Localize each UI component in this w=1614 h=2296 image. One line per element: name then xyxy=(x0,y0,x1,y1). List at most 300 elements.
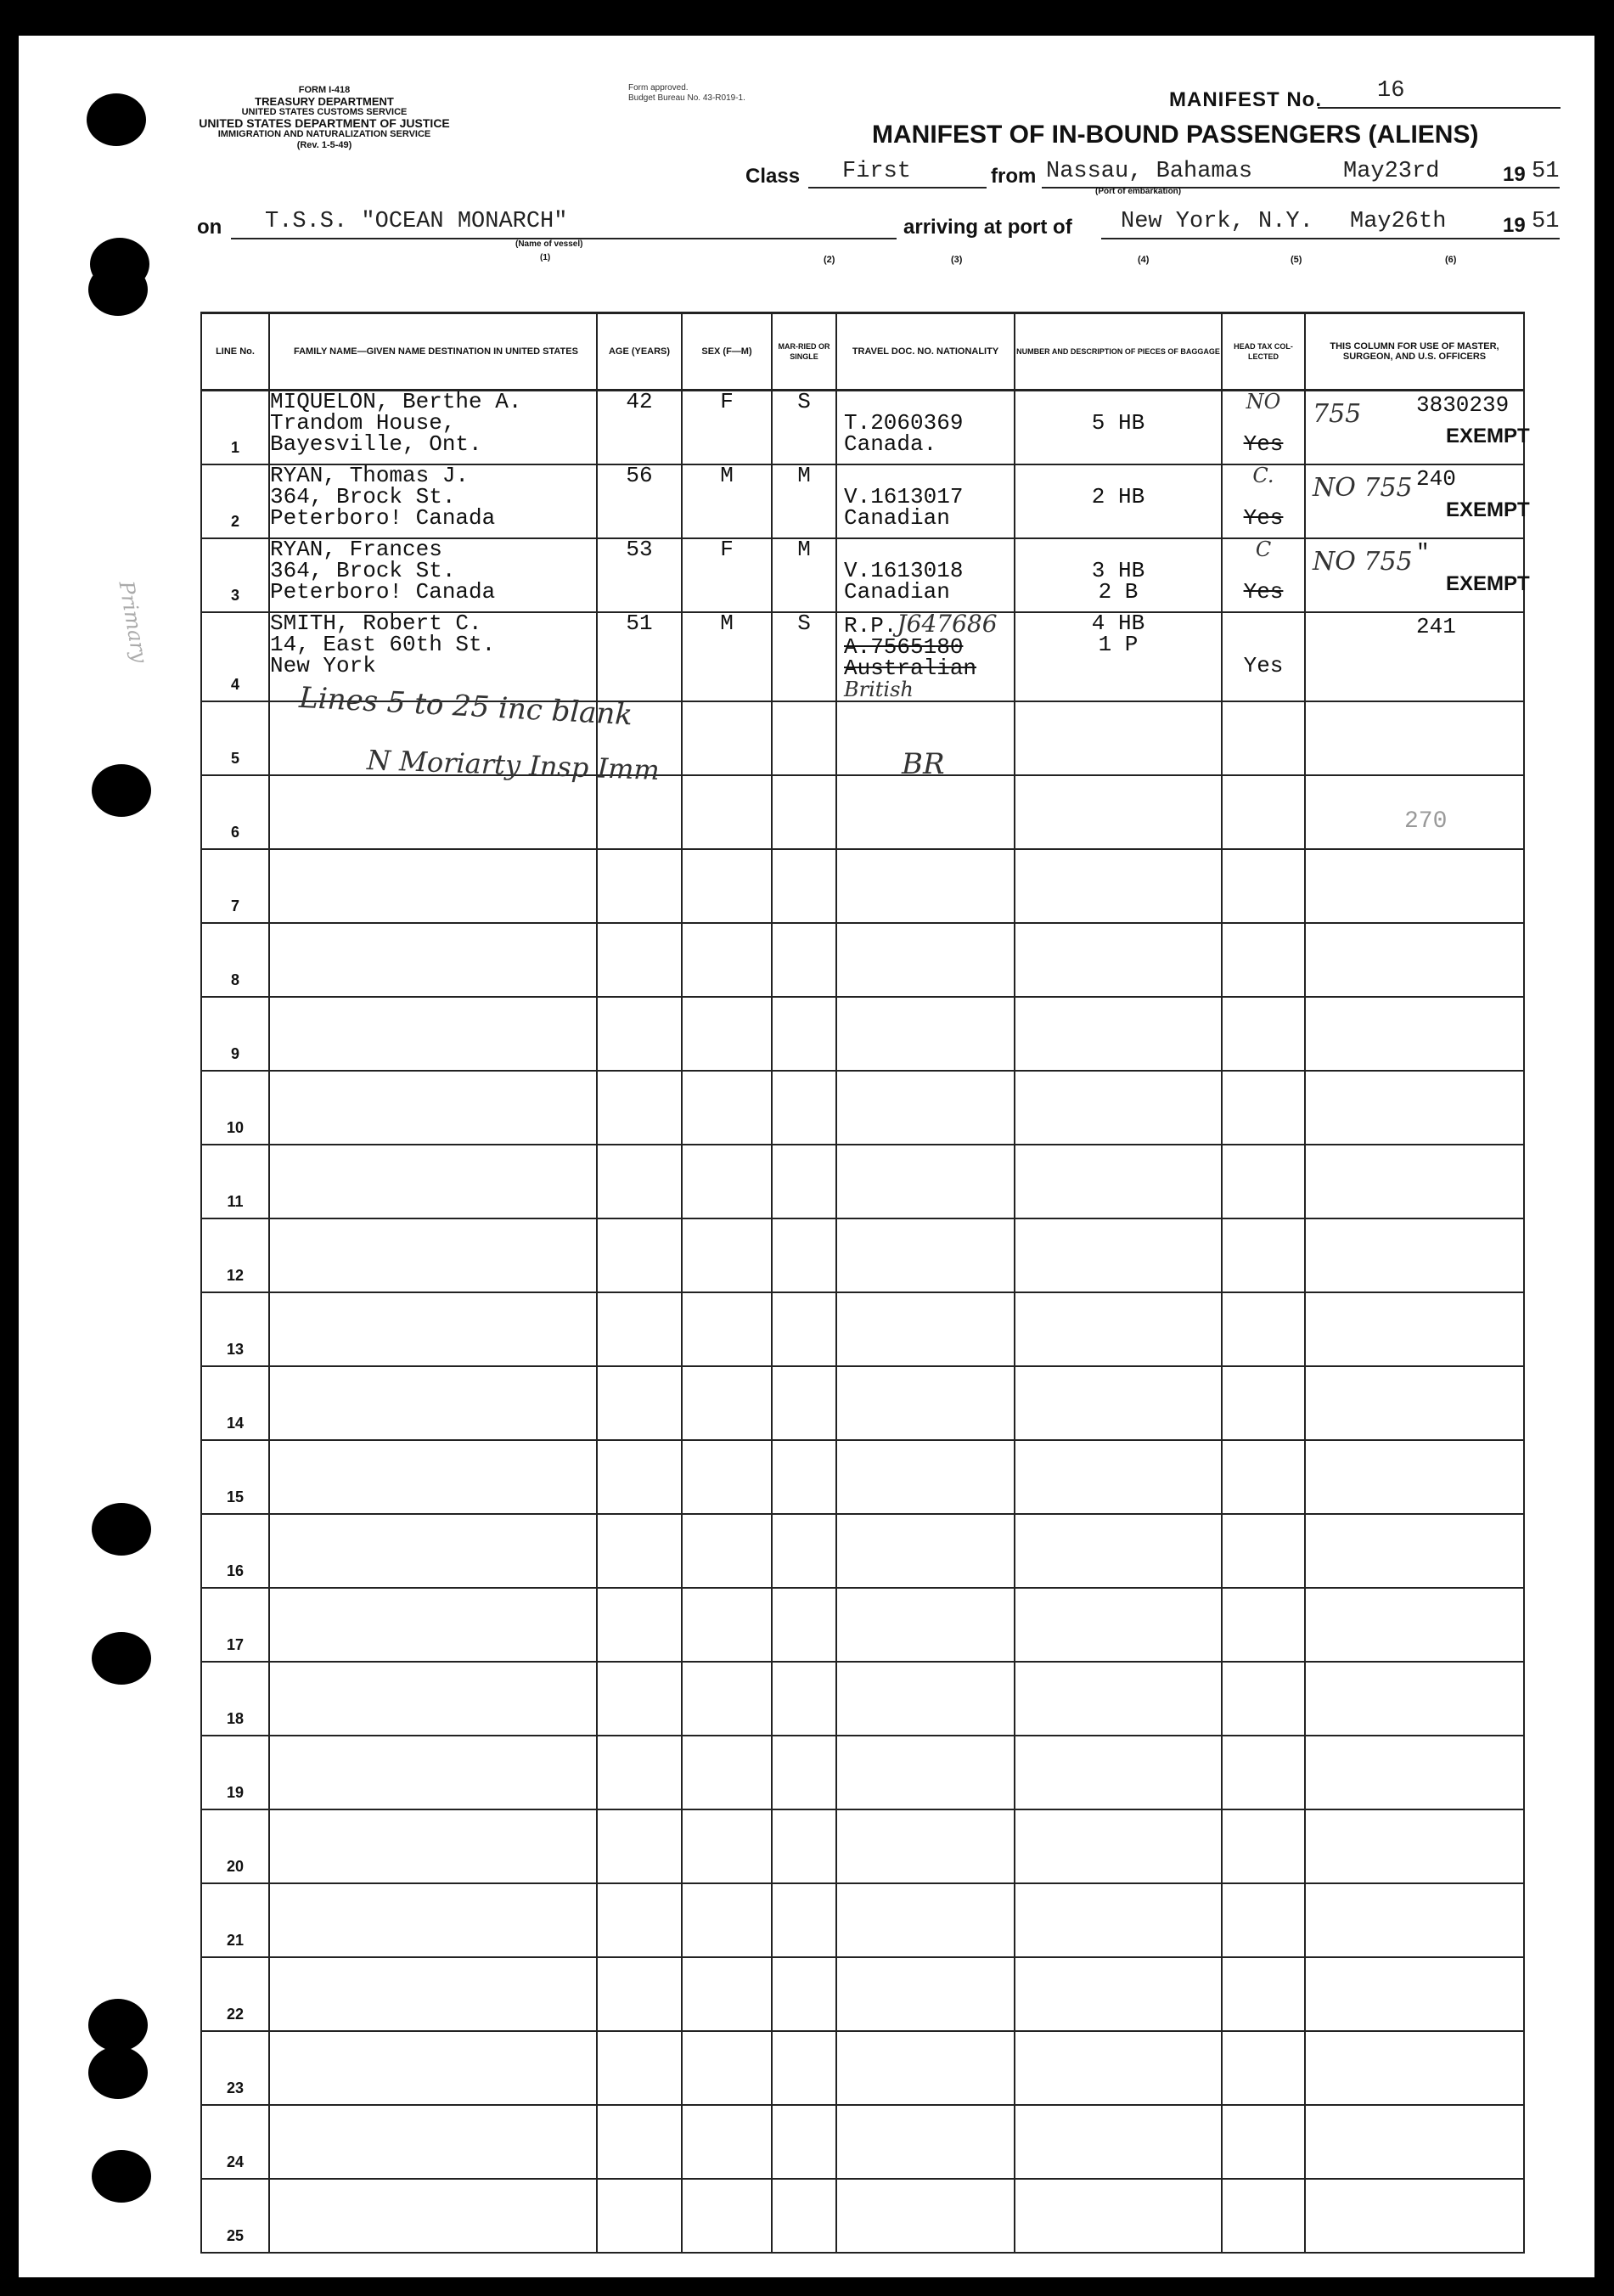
officers-cell xyxy=(1305,538,1530,612)
col-baggage: NUMBER AND DESCRIPTION OF PIECES OF BAGGAGE xyxy=(1015,313,1222,391)
binder-hole xyxy=(88,2046,148,2099)
line-number xyxy=(201,1514,269,1588)
age-cell xyxy=(597,1809,682,1883)
officers-cell xyxy=(1305,2179,1524,2253)
on-label: on xyxy=(197,216,222,239)
manifest-no-label: MANIFEST No. xyxy=(1169,88,1322,111)
col-num-3: (3) xyxy=(951,255,963,265)
passenger-sex: F xyxy=(720,537,734,562)
arriving-label: arriving at port of xyxy=(903,216,1072,239)
baggage-cell xyxy=(1015,997,1222,1071)
officer-number: 3830239 xyxy=(1416,392,1510,418)
travel-doc-cell xyxy=(836,1440,1015,1514)
marital-cell xyxy=(772,1883,836,1957)
officers-cell xyxy=(1305,1514,1524,1588)
travel-doc-old: A.7565180 xyxy=(844,634,964,660)
col-head-tax: HEAD TAX COL-LECTED xyxy=(1222,313,1305,391)
line-number xyxy=(201,1218,269,1292)
line-number xyxy=(201,775,269,849)
officers-cell xyxy=(1305,1588,1524,1662)
name-cell xyxy=(269,849,597,923)
age-cell xyxy=(597,923,682,997)
officers-cell xyxy=(1305,1071,1524,1145)
line-number xyxy=(201,1071,269,1145)
officers-cell xyxy=(1305,1292,1524,1366)
destination-line-2: Peterboro! Canada xyxy=(270,505,496,531)
travel-doc-handwritten: J647686 xyxy=(897,610,998,638)
officers-cell xyxy=(1305,1440,1524,1514)
line-number-label: 23 xyxy=(226,2079,245,2096)
passenger-name: RYAN, Frances xyxy=(270,537,442,562)
col-num-4: (4) xyxy=(1138,255,1150,265)
table-row xyxy=(201,2031,1524,2105)
table-row xyxy=(201,1883,1524,1957)
table-row xyxy=(201,2105,1524,2179)
officers-cell xyxy=(1305,391,1530,465)
initials: BR xyxy=(902,747,945,781)
line-number-label: 4 xyxy=(230,676,239,693)
manifest-no-line xyxy=(1318,107,1561,109)
age-cell xyxy=(597,1218,682,1292)
travel-doc-cell xyxy=(836,2031,1015,2105)
line-number-label: 21 xyxy=(226,1932,245,1949)
officers-cell xyxy=(1305,1662,1524,1736)
baggage-cell xyxy=(1015,1736,1222,1809)
table-row xyxy=(201,1514,1524,1588)
age-cell xyxy=(597,1514,682,1588)
baggage-line-2: 2 B xyxy=(1098,579,1139,605)
name-cell xyxy=(269,2031,597,2105)
line-number-label: 1 xyxy=(230,439,239,456)
age-cell xyxy=(597,1957,682,2031)
travel-doc-number: V.1613017 xyxy=(844,484,964,509)
arrival-year-prefix: 19 xyxy=(1503,214,1526,237)
officers-cell xyxy=(1305,1218,1524,1292)
head-tax-handwritten: NO xyxy=(1246,390,1281,414)
destination-line-1: 364, Brock St. xyxy=(270,484,456,509)
nationality-handwritten: British xyxy=(844,678,914,701)
name-cell xyxy=(269,1736,597,1809)
sex-cell xyxy=(682,1514,772,1588)
marital-cell xyxy=(772,923,836,997)
baggage-cell xyxy=(1015,1514,1222,1588)
head-tax-value: Yes xyxy=(1243,431,1284,457)
travel-doc-cell xyxy=(836,1957,1015,2031)
table-row xyxy=(201,775,1524,849)
sex-cell xyxy=(682,701,772,775)
destination-line-2: New York xyxy=(270,653,376,678)
marital-cell xyxy=(772,2105,836,2179)
col-line: LINE No. xyxy=(201,313,269,391)
baggage-cell xyxy=(1015,2179,1222,2253)
line-number xyxy=(201,2105,269,2179)
table-row xyxy=(201,849,1524,923)
manifest-page xyxy=(19,36,1594,2277)
baggage-cell xyxy=(1015,1218,1222,1292)
travel-doc-cell xyxy=(836,849,1015,923)
line-number xyxy=(201,849,269,923)
line-number-label: 22 xyxy=(226,2006,245,2023)
class-line xyxy=(808,187,987,189)
line-number-label: 11 xyxy=(227,1193,244,1210)
officer-number: 241 xyxy=(1416,614,1456,639)
marital-cell xyxy=(772,2179,836,2253)
baggage-cell xyxy=(1015,1957,1222,2031)
age-cell xyxy=(597,1440,682,1514)
budget-bureau: Budget Bureau No. 43-R019-1. xyxy=(628,93,745,103)
travel-doc-cell xyxy=(836,464,1015,538)
port-of-embarkation-caption: (Port of embarkation) xyxy=(1095,187,1182,196)
baggage-cell xyxy=(1015,1662,1222,1736)
head-tax-cell xyxy=(1222,1514,1305,1588)
table-row xyxy=(201,997,1524,1071)
baggage-cell xyxy=(1015,923,1222,997)
table-row xyxy=(201,464,1524,538)
name-cell xyxy=(269,923,597,997)
binder-hole xyxy=(88,1999,148,2051)
marital-cell xyxy=(772,849,836,923)
name-cell xyxy=(269,1292,597,1366)
baggage-cell xyxy=(1015,1292,1222,1366)
officers-cell xyxy=(1305,1145,1524,1218)
table-row xyxy=(201,391,1524,465)
line-number xyxy=(201,1588,269,1662)
travel-doc-cell xyxy=(836,1292,1015,1366)
sex-cell xyxy=(682,1588,772,1662)
line-number xyxy=(201,612,269,701)
age-cell xyxy=(597,2179,682,2253)
departure-date: May23rd xyxy=(1343,159,1440,184)
line-number xyxy=(201,701,269,775)
arrival-line xyxy=(1101,238,1560,239)
name-cell xyxy=(269,2179,597,2253)
from-value: Nassau, Bahamas xyxy=(1046,159,1253,184)
customs-service: UNITED STATES CUSTOMS SERVICE xyxy=(241,107,408,117)
baggage-line-2: 1 P xyxy=(1098,632,1139,657)
name-cell xyxy=(269,1071,597,1145)
age-cell xyxy=(597,391,682,465)
line-number-label: 3 xyxy=(230,587,239,604)
destination-line-2: Peterboro! Canada xyxy=(270,579,496,605)
line-number xyxy=(201,997,269,1071)
sex-cell xyxy=(682,612,772,701)
officers-cell xyxy=(1305,1957,1524,2031)
line-number xyxy=(201,1883,269,1957)
sex-cell xyxy=(682,1071,772,1145)
travel-doc-number: R.P. xyxy=(844,613,897,639)
baggage-cell xyxy=(1015,1440,1222,1514)
binder-hole xyxy=(92,1503,151,1556)
name-cell xyxy=(269,538,597,612)
ins: IMMIGRATION AND NATURALIZATION SERVICE xyxy=(217,129,431,139)
officers-cell xyxy=(1305,464,1530,538)
agency-block xyxy=(197,85,452,151)
officer-number: 240 xyxy=(1416,466,1456,492)
travel-doc-cell xyxy=(836,923,1015,997)
line-number-label: 2 xyxy=(230,513,239,530)
head-tax-handwritten: C xyxy=(1255,537,1272,561)
head-tax-cell xyxy=(1222,1145,1305,1218)
marital-cell xyxy=(772,775,836,849)
col-name: FAMILY NAME—GIVEN NAME DESTINATION IN UNITED STATES xyxy=(269,313,597,391)
passenger-sex: F xyxy=(720,389,734,414)
travel-doc-cell xyxy=(836,1218,1015,1292)
marital-cell xyxy=(772,1071,836,1145)
age-cell xyxy=(597,464,682,538)
baggage-cell xyxy=(1015,775,1222,849)
col-sex: SEX (F—M) xyxy=(682,313,772,391)
baggage-cell xyxy=(1015,391,1222,465)
travel-doc-cell xyxy=(836,1809,1015,1883)
manifest-no-value: 16 xyxy=(1377,78,1405,104)
table-row xyxy=(201,1145,1524,1218)
name-cell xyxy=(269,1218,597,1292)
line-number-label: 15 xyxy=(226,1488,245,1505)
binder-hole xyxy=(87,93,146,146)
marital-cell xyxy=(772,1366,836,1440)
departure-year: 51 xyxy=(1532,159,1560,184)
head-tax-cell xyxy=(1222,849,1305,923)
officer-handwritten: NO 755 xyxy=(1313,473,1413,503)
marital-cell xyxy=(772,464,836,538)
head-tax-handwritten xyxy=(1223,613,1304,656)
table-row xyxy=(201,1218,1524,1292)
officers-cell xyxy=(1305,612,1524,701)
age-cell xyxy=(597,538,682,612)
sex-cell xyxy=(682,1736,772,1809)
line-number-label: 25 xyxy=(226,2227,245,2244)
form-number: FORM I-418 xyxy=(298,85,351,95)
marital-status: S xyxy=(797,389,811,414)
name-cell xyxy=(269,1366,597,1440)
baggage-cell xyxy=(1015,1588,1222,1662)
travel-doc-number: V.1613018 xyxy=(844,558,964,583)
sex-cell xyxy=(682,391,772,465)
line-number xyxy=(201,1366,269,1440)
binder-hole xyxy=(92,1632,151,1685)
officers-cell xyxy=(1305,1809,1524,1883)
marital-cell xyxy=(772,1588,836,1662)
age-cell xyxy=(597,1736,682,1809)
col-num-6: (6) xyxy=(1445,255,1457,265)
marital-cell xyxy=(772,612,836,701)
nationality: Canada. xyxy=(844,431,937,457)
travel-doc-cell xyxy=(836,538,1015,612)
officer-number: " xyxy=(1416,540,1430,566)
line-number xyxy=(201,1957,269,2031)
table-row xyxy=(201,1071,1524,1145)
travel-doc-number: T.2060369 xyxy=(844,410,964,436)
travel-doc-cell xyxy=(836,2179,1015,2253)
line-number xyxy=(201,2179,269,2253)
head-tax-cell xyxy=(1222,997,1305,1071)
age-cell xyxy=(597,849,682,923)
line-number xyxy=(201,1292,269,1366)
marital-status: M xyxy=(797,463,811,488)
name-cell xyxy=(269,1514,597,1588)
age-cell xyxy=(597,1145,682,1218)
travel-doc-cell xyxy=(836,1662,1015,1736)
exempt-mark: EXEMPT xyxy=(1446,425,1530,447)
vessel-col-num: (1) xyxy=(540,253,551,262)
line-number-label: 6 xyxy=(230,824,239,841)
col-married: MAR-RIED OR SINGLE xyxy=(772,313,836,391)
age-cell xyxy=(597,1662,682,1736)
baggage-line-1: 3 HB xyxy=(1091,558,1145,583)
marital-cell xyxy=(772,1514,836,1588)
col-officers: THIS COLUMN FOR USE OF MASTER, SURGEON, AND U.S. OFFICERS xyxy=(1305,313,1524,391)
passenger-name: MIQUELON, Berthe A. xyxy=(270,389,522,414)
officers-cell xyxy=(1305,2105,1524,2179)
age-cell xyxy=(597,2031,682,2105)
officer-handwritten: 755 xyxy=(1313,399,1362,429)
head-tax-value: Yes xyxy=(1243,653,1284,678)
head-tax-cell xyxy=(1222,1071,1305,1145)
destination-line-1: 14, East 60th St. xyxy=(270,632,496,657)
line-number-label: 9 xyxy=(230,1045,239,1062)
age-cell xyxy=(597,612,682,701)
table-row xyxy=(201,1366,1524,1440)
binder-hole xyxy=(92,2150,151,2203)
table-row xyxy=(201,1588,1524,1662)
head-tax-cell xyxy=(1222,1662,1305,1736)
class-label: Class xyxy=(745,165,801,188)
line-number xyxy=(201,923,269,997)
arrival-year: 51 xyxy=(1532,209,1560,234)
line-number-label: 10 xyxy=(226,1119,245,1136)
line-number xyxy=(201,1440,269,1514)
age-cell xyxy=(597,775,682,849)
baggage-cell xyxy=(1015,701,1222,775)
sex-cell xyxy=(682,775,772,849)
line-number-label: 19 xyxy=(226,1784,245,1801)
baggage-line-1: 4 HB xyxy=(1091,611,1145,636)
name-cell xyxy=(269,391,597,465)
baggage-cell xyxy=(1015,2031,1222,2105)
travel-doc-cell xyxy=(836,2105,1015,2179)
sex-cell xyxy=(682,2105,772,2179)
table-row xyxy=(201,1957,1524,2031)
form-approved: Form approved. xyxy=(628,83,689,93)
baggage-cell xyxy=(1015,1883,1222,1957)
line-number-label: 7 xyxy=(230,898,239,914)
travel-doc-cell xyxy=(836,1883,1015,1957)
travel-doc-cell xyxy=(836,775,1015,849)
sex-cell xyxy=(682,464,772,538)
officers-cell xyxy=(1305,2031,1524,2105)
age-cell xyxy=(597,2105,682,2179)
marital-cell xyxy=(772,701,836,775)
age-cell xyxy=(597,1366,682,1440)
col-num-2: (2) xyxy=(824,255,835,265)
head-tax-cell xyxy=(1222,464,1305,538)
revision: (Rev. 1-5-49) xyxy=(296,140,352,150)
age-cell xyxy=(597,1292,682,1366)
marital-cell xyxy=(772,1736,836,1809)
arrival-port: New York, N.Y. xyxy=(1121,209,1313,234)
destination-line-1: 364, Brock St. xyxy=(270,558,456,583)
line-number xyxy=(201,1736,269,1809)
line-number xyxy=(201,464,269,538)
table-row xyxy=(201,2179,1524,2253)
marital-cell xyxy=(772,1292,836,1366)
baggage-cell xyxy=(1015,849,1222,923)
name-cell xyxy=(269,1662,597,1736)
passenger-table xyxy=(200,312,1530,2254)
head-tax-cell xyxy=(1222,1366,1305,1440)
line-number-label: 20 xyxy=(226,1858,245,1875)
officers-cell xyxy=(1305,1366,1524,1440)
sex-cell xyxy=(682,1957,772,2031)
nationality: Australian xyxy=(844,656,977,681)
head-tax-cell xyxy=(1222,1957,1305,2031)
exempt-mark: EXEMPT xyxy=(1446,498,1530,521)
sex-cell xyxy=(682,2179,772,2253)
officers-cell xyxy=(1305,997,1524,1071)
head-tax-cell xyxy=(1222,538,1305,612)
table-row xyxy=(201,1809,1524,1883)
officers-cell xyxy=(1305,849,1524,923)
head-tax-cell xyxy=(1222,391,1305,465)
line-number-label: 13 xyxy=(226,1341,245,1358)
line-number xyxy=(201,2031,269,2105)
destination-line-1: Trandom House, xyxy=(270,410,456,436)
class-value: First xyxy=(842,159,912,184)
line-number-label: 12 xyxy=(226,1267,245,1284)
travel-doc-cell xyxy=(836,1366,1015,1440)
passenger-age: 42 xyxy=(626,389,653,414)
table-row xyxy=(201,1736,1524,1809)
marital-cell xyxy=(772,1957,836,2031)
line-number-label: 18 xyxy=(226,1710,245,1727)
table-row xyxy=(201,923,1524,997)
passenger-age: 56 xyxy=(626,463,653,488)
officer-handwritten: NO 755 xyxy=(1313,547,1413,577)
binder-hole xyxy=(88,263,148,316)
stamp-number: 270 xyxy=(1404,808,1448,835)
officers-cell xyxy=(1305,1883,1524,1957)
name-cell xyxy=(269,775,597,849)
destination-line-2: Bayesville, Ont. xyxy=(270,431,482,457)
marital-status: M xyxy=(797,537,811,562)
travel-doc-cell xyxy=(836,1736,1015,1809)
passenger-sex: M xyxy=(720,611,734,636)
name-cell xyxy=(269,1588,597,1662)
baggage-cell xyxy=(1015,2105,1222,2179)
line-number-label: 16 xyxy=(226,1562,245,1579)
doj: UNITED STATES DEPARTMENT OF JUSTICE xyxy=(199,116,450,130)
inspector-signature: N Moriarty Insp Imm xyxy=(366,743,661,787)
officers-cell xyxy=(1305,1736,1524,1809)
name-cell xyxy=(269,1440,597,1514)
passenger-name: SMITH, Robert C. xyxy=(270,611,482,636)
line-number xyxy=(201,1662,269,1736)
head-tax-value: Yes xyxy=(1243,505,1284,531)
baggage-cell xyxy=(1015,612,1222,701)
sex-cell xyxy=(682,1883,772,1957)
name-cell xyxy=(269,1957,597,2031)
age-cell xyxy=(597,1883,682,1957)
marital-cell xyxy=(772,538,836,612)
sex-cell xyxy=(682,1218,772,1292)
marital-cell xyxy=(772,1145,836,1218)
head-tax-cell xyxy=(1222,2031,1305,2105)
head-tax-cell xyxy=(1222,2179,1305,2253)
travel-doc-cell xyxy=(836,1071,1015,1145)
line-number xyxy=(201,1809,269,1883)
head-tax-value: Yes xyxy=(1243,579,1284,605)
head-tax-cell xyxy=(1222,1883,1305,1957)
